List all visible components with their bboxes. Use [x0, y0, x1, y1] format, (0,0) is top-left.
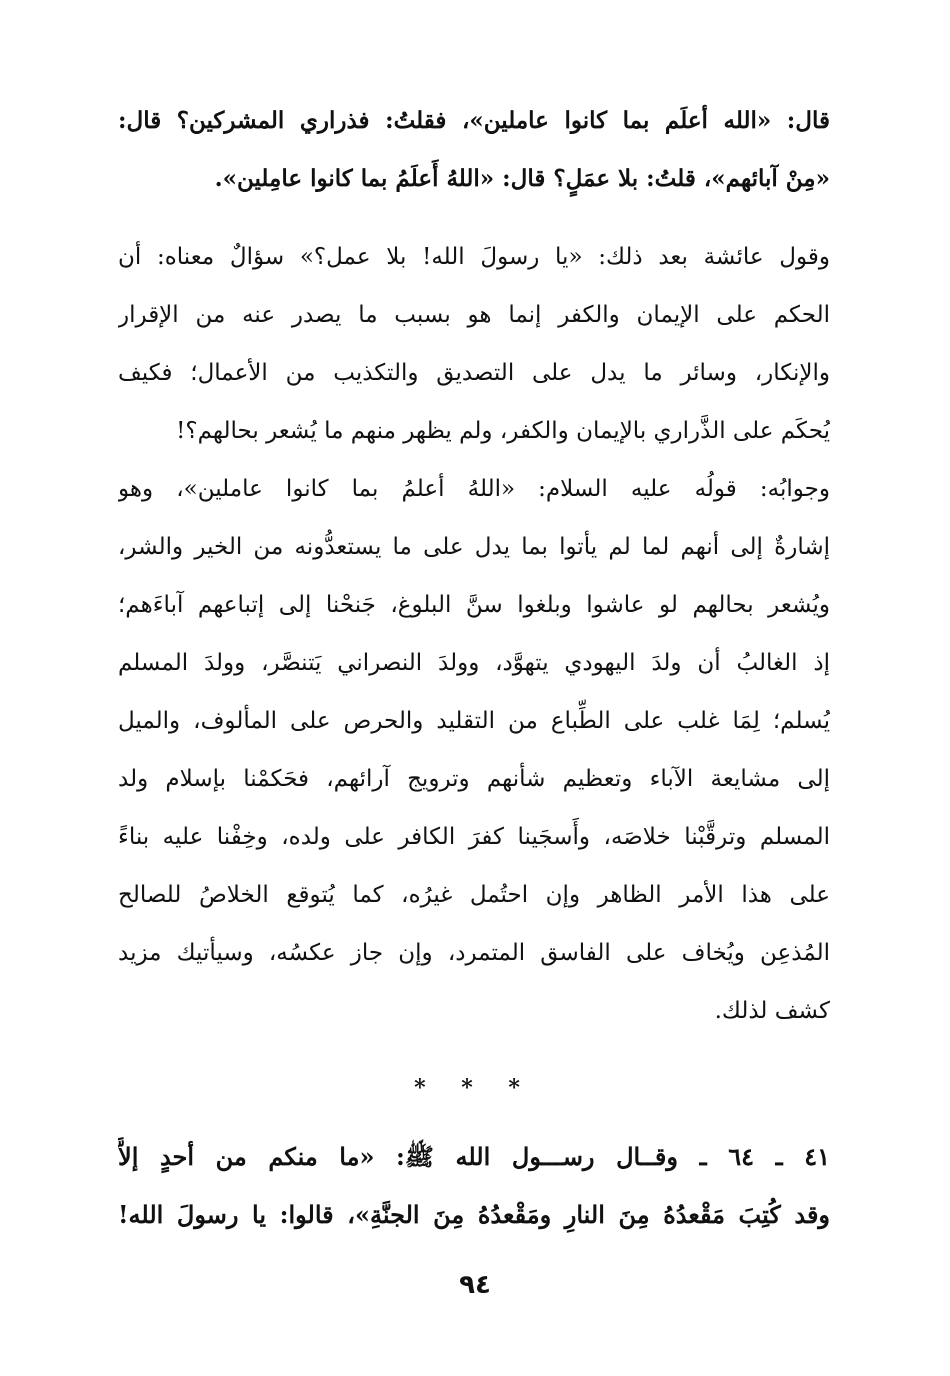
text-line: إشارةٌ إلى أنهم لما لم يأتوا بما يدل على ما يستعدُّونه من الخير والشر، [118, 534, 830, 560]
text-line: الحكم على الإيمان والكفر إنما هو بسبب ما يصدر عنه من الإقرار [118, 302, 830, 328]
text-line: قال: «الله أعلَم بما كانوا عاملين»، فقلتُ: فذراري المشركين؟ قال: [118, 107, 830, 134]
text-line: إذ الغالبُ أن ولدَ اليهودي يتهوَّد، وولدَ النصراني يَتنصَّر، وولدَ المسلم [118, 650, 830, 676]
page-body [118, 92, 830, 1244]
text-line: إلى مشايعة الآباء وتعظيم شأنهم وترويج آرائهم، فحَكمْنا بإسلام ولد [118, 766, 830, 792]
text-line: ٤١ ـ ٦٤ ـ وقــال رســـول الله ﷺ: «ما منكم من أحدٍ إلاَّ [118, 1142, 830, 1171]
text-line: المُذعِن ويُخاف على الفاسق المتمرد، وإن جاز عكسُه، وسيأتيك مزيد [118, 940, 830, 966]
text-line: كشف لذلك. [714, 998, 830, 1024]
page-number: ٩٤ [459, 1270, 491, 1300]
text-line: وقد كُتِبَ مَقْعدُهُ مِنَ النارِ ومَقْعدُهُ مِنَ الجنَّةِ»، قالوا: يا رسولَ الله! [118, 1200, 830, 1229]
text-line: المسلم وترقَّبْنا خلاصَه، وأَسجَينا كفرَ الكافر على ولده، وخِفْنا عليه بناءً [118, 824, 830, 850]
paragraph-gap [118, 208, 830, 228]
text-line: «مِنْ آبائهم»، قلتُ: بلا عمَلٍ؟ قال: «اللهُ أَعلَمُ بما كانوا عامِلين». [214, 165, 830, 192]
text-line: والإنكار، وسائر ما يدل على التصديق والتكذيب من الأعمال؛ فكيف [118, 360, 830, 386]
text-line: وجوابُه: قولُه عليه السلام: «اللهُ أعلمُ بما كانوا عاملين»، وهو [118, 476, 830, 502]
text-line: يُسلم؛ لِمَا غلب على الطِّباع من التقليد والحرص على المألوف، والميل [118, 708, 830, 734]
paragraph-hadith-continuation [118, 92, 830, 208]
text-line: يُحكَم على الذَّراري بالإيمان والكفر، ولم يظهر منهم ما يُشعر بحالهم؟! [176, 418, 830, 444]
paragraph-hadith-41 [118, 1128, 830, 1244]
paragraph-aisha-question [118, 228, 830, 460]
text-line: وقول عائشة بعد ذلك: «يا رسولَ الله! بلا عمل؟» سؤالٌ معناه: أن [118, 244, 830, 270]
section-separator: * * * [414, 1075, 534, 1101]
text-line: ويُشعر بحالهم لو عاشوا وبلغوا سنَّ البلوغ، جَنحْنا إلى إتباعهم آباءَهم؛ [118, 592, 830, 618]
text-line: على هذا الأمر الظاهر وإن احتُمل غيرُه، كما يُتوقع الخلاصُ للصالح [118, 882, 830, 908]
paragraph-answer [118, 460, 830, 1040]
